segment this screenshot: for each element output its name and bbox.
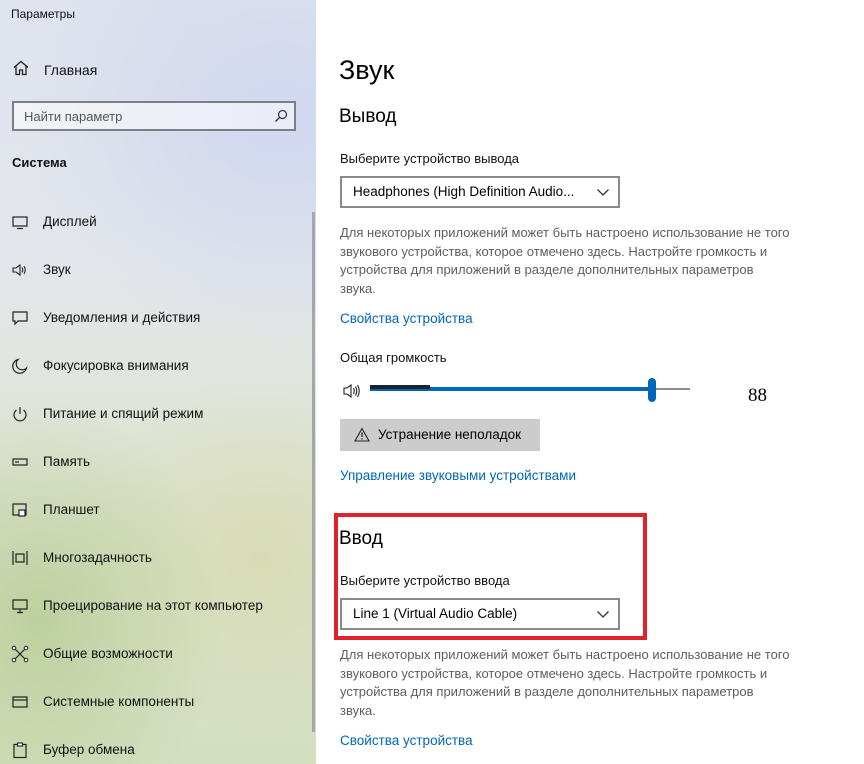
volume-label: Общая громкость [340, 350, 447, 365]
sidebar-item-projecting[interactable] [0, 588, 310, 624]
storage-icon [11, 453, 29, 471]
sidebar-item-tablet[interactable] [0, 492, 310, 528]
manage-sound-devices-link[interactable]: Управление звуковыми устройствами [340, 468, 576, 483]
input-heading: Ввод [339, 528, 383, 549]
output-device-dropdown[interactable] [340, 176, 620, 208]
sidebar-item-power[interactable] [0, 396, 310, 432]
sidebar-item-label: Память [43, 454, 91, 469]
search-icon[interactable] [274, 109, 288, 128]
sidebar-item-label: Дисплей [43, 214, 97, 229]
volume-slider[interactable] [340, 378, 772, 404]
sidebar-item-sound[interactable] [0, 252, 310, 288]
shared-experiences-icon [11, 645, 29, 663]
sidebar-item-label: Звук [43, 262, 71, 277]
input-description: Для некоторых приложений может быть настроено использование не того звукового устройства, которое отмечено здесь. Настройте громкость и устройства для приложений в разделе дополнительных параметров звука. [340, 647, 790, 718]
sidebar-item-label: Многозадачность [43, 550, 152, 565]
notification-icon [11, 309, 29, 327]
input-device-label: Выберите устройство ввода [340, 573, 510, 588]
volume-value: 88 [748, 385, 767, 406]
chevron-down-icon [596, 185, 610, 204]
sidebar-item-display[interactable] [0, 204, 310, 240]
sidebar [0, 0, 316, 764]
search-input[interactable] [14, 103, 264, 129]
output-description: Для некоторых приложений может быть настроено использование не того звукового устройства, которое отмечено здесь. Настройте громкость и устройства для приложений в разделе дополнительных параметров звука. [340, 225, 790, 296]
section-title: Система [12, 155, 67, 170]
sidebar-home[interactable] [12, 61, 97, 79]
sidebar-item-focus-assist[interactable] [0, 348, 310, 384]
search-box[interactable] [12, 101, 296, 131]
tablet-icon [11, 501, 29, 519]
sidebar-item-label: Питание и спящий режим [43, 406, 204, 421]
sidebar-item-storage[interactable] [0, 444, 310, 480]
components-icon [11, 693, 29, 711]
main-content [316, 0, 864, 764]
volume-fill-dark [370, 385, 430, 389]
power-icon [11, 405, 29, 423]
display-icon [11, 213, 29, 231]
output-heading: Вывод [339, 106, 397, 127]
sidebar-scrollbar[interactable] [312, 212, 315, 732]
speaker-icon[interactable] [342, 381, 364, 406]
input-section-highlight [334, 513, 647, 640]
sidebar-item-system-components[interactable] [0, 684, 310, 720]
troubleshoot-button[interactable] [340, 419, 540, 451]
moon-icon [11, 357, 29, 375]
clipboard-icon [11, 741, 29, 759]
output-device-value: Headphones (High Definition Audio... [353, 184, 575, 199]
sidebar-item-multitasking[interactable] [0, 540, 310, 576]
home-icon [12, 59, 30, 82]
input-device-properties-link[interactable]: Свойства устройства [340, 733, 473, 748]
sidebar-item-shared-experiences[interactable] [0, 636, 310, 672]
sidebar-item-label: Уведомления и действия [43, 310, 201, 325]
multitasking-icon [11, 549, 29, 567]
input-device-value: Line 1 (Virtual Audio Cable) [353, 606, 518, 621]
sidebar-home-label: Главная [44, 62, 98, 78]
output-device-label: Выберите устройство вывода [340, 151, 520, 166]
troubleshoot-label: Устранение неполадок [378, 427, 522, 442]
sidebar-item-clipboard[interactable] [0, 732, 310, 764]
output-device-properties-link[interactable]: Свойства устройства [340, 311, 473, 326]
sidebar-item-notifications[interactable] [0, 300, 310, 336]
sidebar-item-label: Планшет [43, 502, 100, 517]
sidebar-item-label: Проецирование на этот компьютер [43, 598, 263, 613]
app-title: Параметры [11, 7, 75, 21]
warning-icon [354, 427, 370, 447]
volume-thumb[interactable] [648, 378, 656, 402]
sidebar-item-label: Буфер обмена [43, 742, 135, 757]
project-icon [11, 597, 29, 615]
sidebar-item-label: Системные компоненты [43, 694, 195, 709]
sidebar-item-label: Общие возможности [43, 646, 173, 661]
speaker-icon [11, 261, 29, 279]
page-title: Звук [339, 55, 395, 85]
sidebar-item-label: Фокусировка внимания [43, 358, 189, 373]
